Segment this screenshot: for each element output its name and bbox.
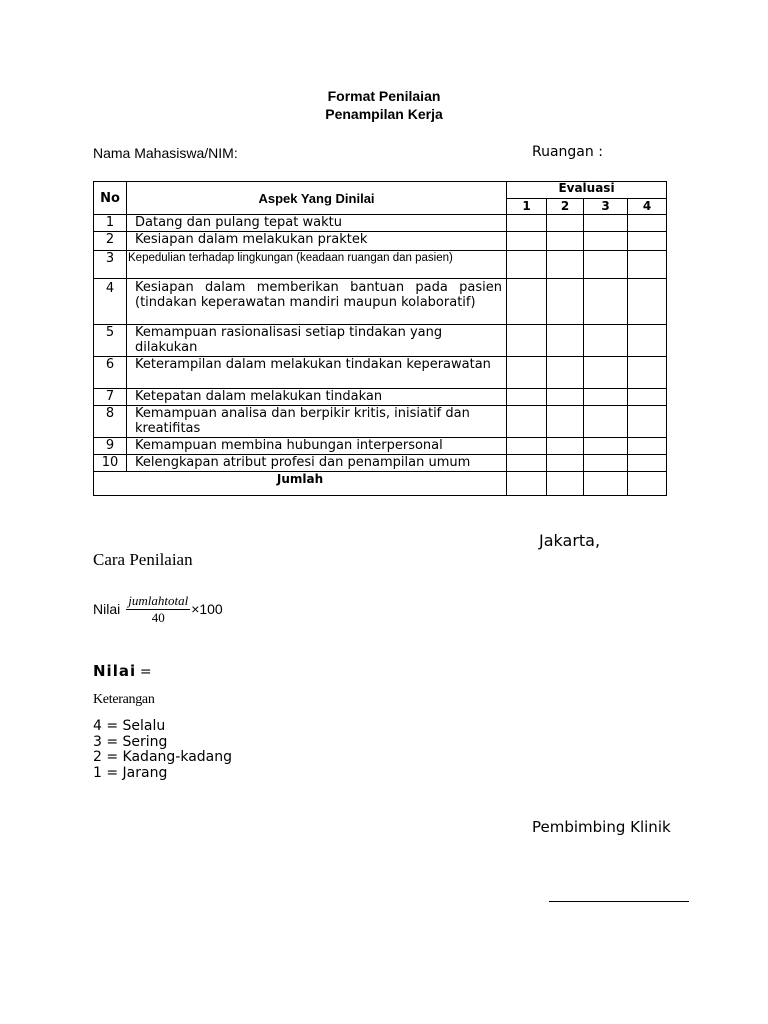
score-cell[interactable] bbox=[507, 455, 547, 472]
score-cell[interactable] bbox=[547, 251, 584, 279]
eval-col-1: 1 bbox=[507, 199, 547, 215]
row-aspek: Kemampuan rasionalisasi setiap tindakan yang dilakukan bbox=[127, 325, 507, 357]
table-row bbox=[94, 279, 667, 325]
table-row bbox=[94, 357, 667, 389]
score-cell[interactable] bbox=[584, 438, 628, 455]
formula bbox=[93, 589, 223, 629]
place-label: Jakarta, bbox=[539, 531, 601, 550]
score-cell[interactable] bbox=[547, 406, 584, 438]
score-cell[interactable] bbox=[547, 357, 584, 389]
assessment-table bbox=[93, 181, 667, 496]
table-row bbox=[94, 251, 667, 279]
nilai-label: Nilai bbox=[93, 662, 137, 680]
score-cell[interactable] bbox=[507, 389, 547, 406]
row-aspek: Kemampuan analisa dan berpikir kritis, inisiatif dan kreatifitas bbox=[127, 406, 507, 438]
row-aspek: Kesiapan dalam memberikan bantuan pada pasien (tindakan keperawatan mandiri maupun kolaboratif) bbox=[127, 279, 507, 325]
score-cell[interactable] bbox=[628, 215, 667, 232]
table-row bbox=[94, 389, 667, 406]
row-no: 9 bbox=[94, 438, 127, 455]
row-aspek: Datang dan pulang tepat waktu bbox=[127, 215, 507, 232]
score-cell[interactable] bbox=[584, 357, 628, 389]
list-item: 1 = Jarang bbox=[93, 764, 168, 781]
score-cell[interactable] bbox=[507, 438, 547, 455]
row-no: 10 bbox=[94, 455, 127, 472]
list-item: 2 = Kadang-kadang bbox=[93, 749, 232, 765]
header-no: No bbox=[94, 182, 127, 215]
score-cell[interactable] bbox=[507, 357, 547, 389]
score-cell[interactable] bbox=[507, 406, 547, 438]
score-cell[interactable] bbox=[628, 455, 667, 472]
score-cell[interactable] bbox=[547, 389, 584, 406]
score-cell[interactable] bbox=[547, 215, 584, 232]
row-no: 1 bbox=[94, 215, 127, 232]
score-cell[interactable] bbox=[584, 455, 628, 472]
score-cell[interactable] bbox=[628, 279, 667, 325]
eval-col-3: 3 bbox=[584, 199, 628, 215]
pembimbing-label: Pembimbing Klinik bbox=[532, 818, 671, 836]
nama-mahasiswa-label: Nama Mahasiswa/NIM: bbox=[93, 145, 238, 161]
score-cell[interactable] bbox=[547, 472, 584, 496]
table-header-row bbox=[94, 182, 667, 199]
score-cell[interactable] bbox=[584, 232, 628, 251]
score-cell[interactable] bbox=[628, 389, 667, 406]
row-no: 5 bbox=[94, 325, 127, 357]
score-cell[interactable] bbox=[584, 279, 628, 325]
score-cell[interactable] bbox=[584, 215, 628, 232]
score-cell[interactable] bbox=[584, 325, 628, 357]
row-no: 2 bbox=[94, 232, 127, 251]
score-cell[interactable] bbox=[547, 325, 584, 357]
formula-prefix: Nilai bbox=[93, 601, 121, 617]
score-cell[interactable] bbox=[547, 455, 584, 472]
score-cell[interactable] bbox=[507, 279, 547, 325]
row-no: 8 bbox=[94, 406, 127, 438]
score-cell[interactable] bbox=[507, 325, 547, 357]
score-cell[interactable] bbox=[584, 406, 628, 438]
table-row bbox=[94, 455, 667, 472]
formula-numerator: jumlahtotal bbox=[128, 592, 189, 608]
formula-denominator: 40 bbox=[151, 609, 165, 625]
keterangan-list bbox=[93, 719, 232, 781]
cara-penilaian-heading: Cara Penilaian bbox=[93, 550, 193, 569]
score-cell[interactable] bbox=[584, 389, 628, 406]
score-cell[interactable] bbox=[628, 472, 667, 496]
score-cell[interactable] bbox=[628, 438, 667, 455]
score-cell[interactable] bbox=[628, 232, 667, 251]
score-cell[interactable] bbox=[628, 406, 667, 438]
row-no: 6 bbox=[94, 357, 127, 389]
score-cell[interactable] bbox=[547, 279, 584, 325]
document-title: Format Penilaian bbox=[327, 88, 441, 104]
row-aspek: Kemampuan membina hubungan interpersonal bbox=[127, 438, 507, 455]
score-cell[interactable] bbox=[628, 251, 667, 279]
score-cell[interactable] bbox=[628, 325, 667, 357]
document-subtitle: Penampilan Kerja bbox=[325, 106, 443, 122]
keterangan-heading: Keterangan bbox=[93, 692, 155, 707]
row-aspek: Ketepatan dalam melakukan tindakan bbox=[127, 389, 507, 406]
ruangan-label: Ruangan : bbox=[532, 144, 603, 160]
row-aspek: Kelengkapan atribut profesi dan penampilan umum bbox=[127, 455, 507, 472]
signature-line bbox=[549, 901, 689, 902]
formula-multiplier: ×100 bbox=[191, 601, 223, 617]
score-cell[interactable] bbox=[584, 251, 628, 279]
table-row bbox=[94, 406, 667, 438]
eval-col-2: 2 bbox=[547, 199, 584, 215]
score-cell[interactable] bbox=[507, 251, 547, 279]
row-no: 4 bbox=[94, 279, 127, 325]
formula-fraction bbox=[126, 593, 190, 626]
table-row bbox=[94, 325, 667, 357]
nilai-equals: = bbox=[139, 664, 152, 680]
score-cell[interactable] bbox=[547, 438, 584, 455]
header-aspek: Aspek Yang Dinilai bbox=[127, 182, 507, 215]
list-item: 3 = Sering bbox=[93, 733, 168, 750]
row-aspek: Kesiapan dalam melakukan praktek bbox=[127, 232, 507, 251]
jumlah-label: Jumlah bbox=[94, 472, 507, 496]
score-cell[interactable] bbox=[507, 232, 547, 251]
jumlah-row bbox=[94, 472, 667, 496]
row-aspek: Kepedulian terhadap lingkungan (keadaan ruangan dan pasien) bbox=[127, 251, 507, 279]
table-row bbox=[94, 232, 667, 251]
list-item: 4 = Selalu bbox=[93, 718, 166, 734]
row-aspek: Keterampilan dalam melakukan tindakan keperawatan bbox=[127, 357, 507, 389]
score-cell[interactable] bbox=[628, 357, 667, 389]
nilai-line bbox=[93, 662, 152, 681]
score-cell[interactable] bbox=[547, 232, 584, 251]
table-row bbox=[94, 215, 667, 232]
score-cell[interactable] bbox=[507, 472, 547, 496]
score-cell[interactable] bbox=[507, 215, 547, 232]
score-cell[interactable] bbox=[584, 472, 628, 496]
table-row bbox=[94, 438, 667, 455]
row-no: 7 bbox=[94, 389, 127, 406]
eval-col-4: 4 bbox=[628, 199, 667, 215]
header-evaluasi: Evaluasi bbox=[507, 182, 667, 199]
row-no: 3 bbox=[94, 251, 127, 279]
